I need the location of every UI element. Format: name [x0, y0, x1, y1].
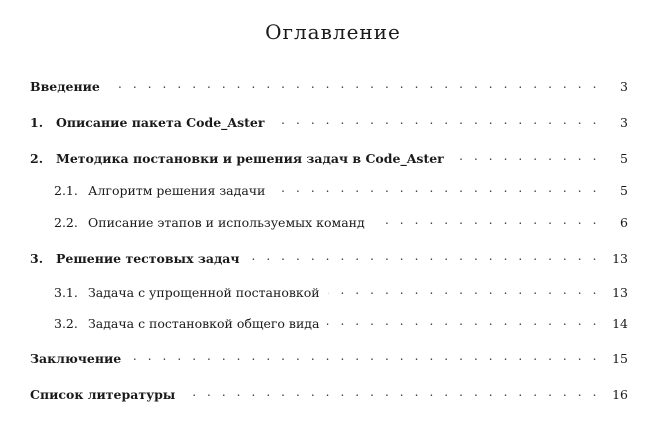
toc-entry-conclusion[interactable] [30, 349, 628, 368]
toc-title: Оглавление [265, 20, 401, 44]
toc-entry-label: Введение [30, 79, 100, 94]
toc-entry-page: 16 [612, 387, 628, 402]
dot-leader [452, 149, 600, 163]
toc-entry-number: 2. [30, 151, 44, 166]
toc-entry-label: Заключение [30, 351, 122, 366]
toc-entry-page: 3 [620, 115, 628, 130]
dot-leader [129, 349, 600, 363]
dot-leader [272, 113, 600, 127]
toc-entry-2-1[interactable] [30, 181, 628, 200]
dot-leader [248, 249, 600, 263]
dot-leader [328, 283, 600, 297]
toc-entry-label: Задача с упрощенной постановкой [88, 285, 320, 300]
toc-entry-label: Алгоритм решения задачи [88, 183, 266, 198]
toc-entry-label: Описание пакета Code_Aster [56, 115, 265, 130]
toc-entry-number: 3.2. [54, 316, 78, 331]
toc-entry-label: Методика постановки и решения задач в Code_Aster [56, 151, 444, 166]
toc-entry-label: Задача с постановкой общего вида [88, 316, 320, 331]
dot-leader [183, 385, 600, 399]
toc-entry-page: 6 [620, 215, 628, 230]
toc-entry-3[interactable] [30, 249, 628, 268]
toc-entry-page: 3 [620, 79, 628, 94]
toc-entry-page: 13 [612, 251, 628, 266]
toc-entry-page: 5 [620, 151, 628, 166]
toc-entry-page: 14 [612, 316, 628, 331]
toc-entry-label: Описание этапов и используемых команд [88, 215, 365, 230]
toc-entry-page: 13 [612, 285, 628, 300]
toc-entry-references[interactable] [30, 385, 628, 404]
toc-entry-number: 1. [30, 115, 44, 130]
toc-entry-page: 15 [612, 351, 628, 366]
dot-leader [108, 77, 600, 91]
toc-entry-label: Список литературы [30, 387, 176, 402]
dot-leader [273, 181, 600, 195]
toc-entry-page: 5 [620, 183, 628, 198]
dot-leader [327, 314, 600, 328]
toc-entry-1[interactable] [30, 113, 628, 132]
toc-entry-2-2[interactable] [30, 213, 628, 232]
toc-entry-3-2[interactable] [30, 314, 628, 333]
toc-entry-number: 3. [30, 251, 44, 266]
toc-entry-introduction[interactable] [30, 77, 628, 96]
toc-entry-label: Решение тестовых задач [56, 251, 240, 266]
toc-entry-number: 2.2. [54, 215, 78, 230]
toc-entry-3-1[interactable] [30, 283, 628, 302]
toc-entry-number: 3.1. [54, 285, 78, 300]
toc-entry-number: 2.1. [54, 183, 78, 198]
dot-leader [373, 213, 600, 227]
toc-entry-2[interactable] [30, 149, 628, 168]
